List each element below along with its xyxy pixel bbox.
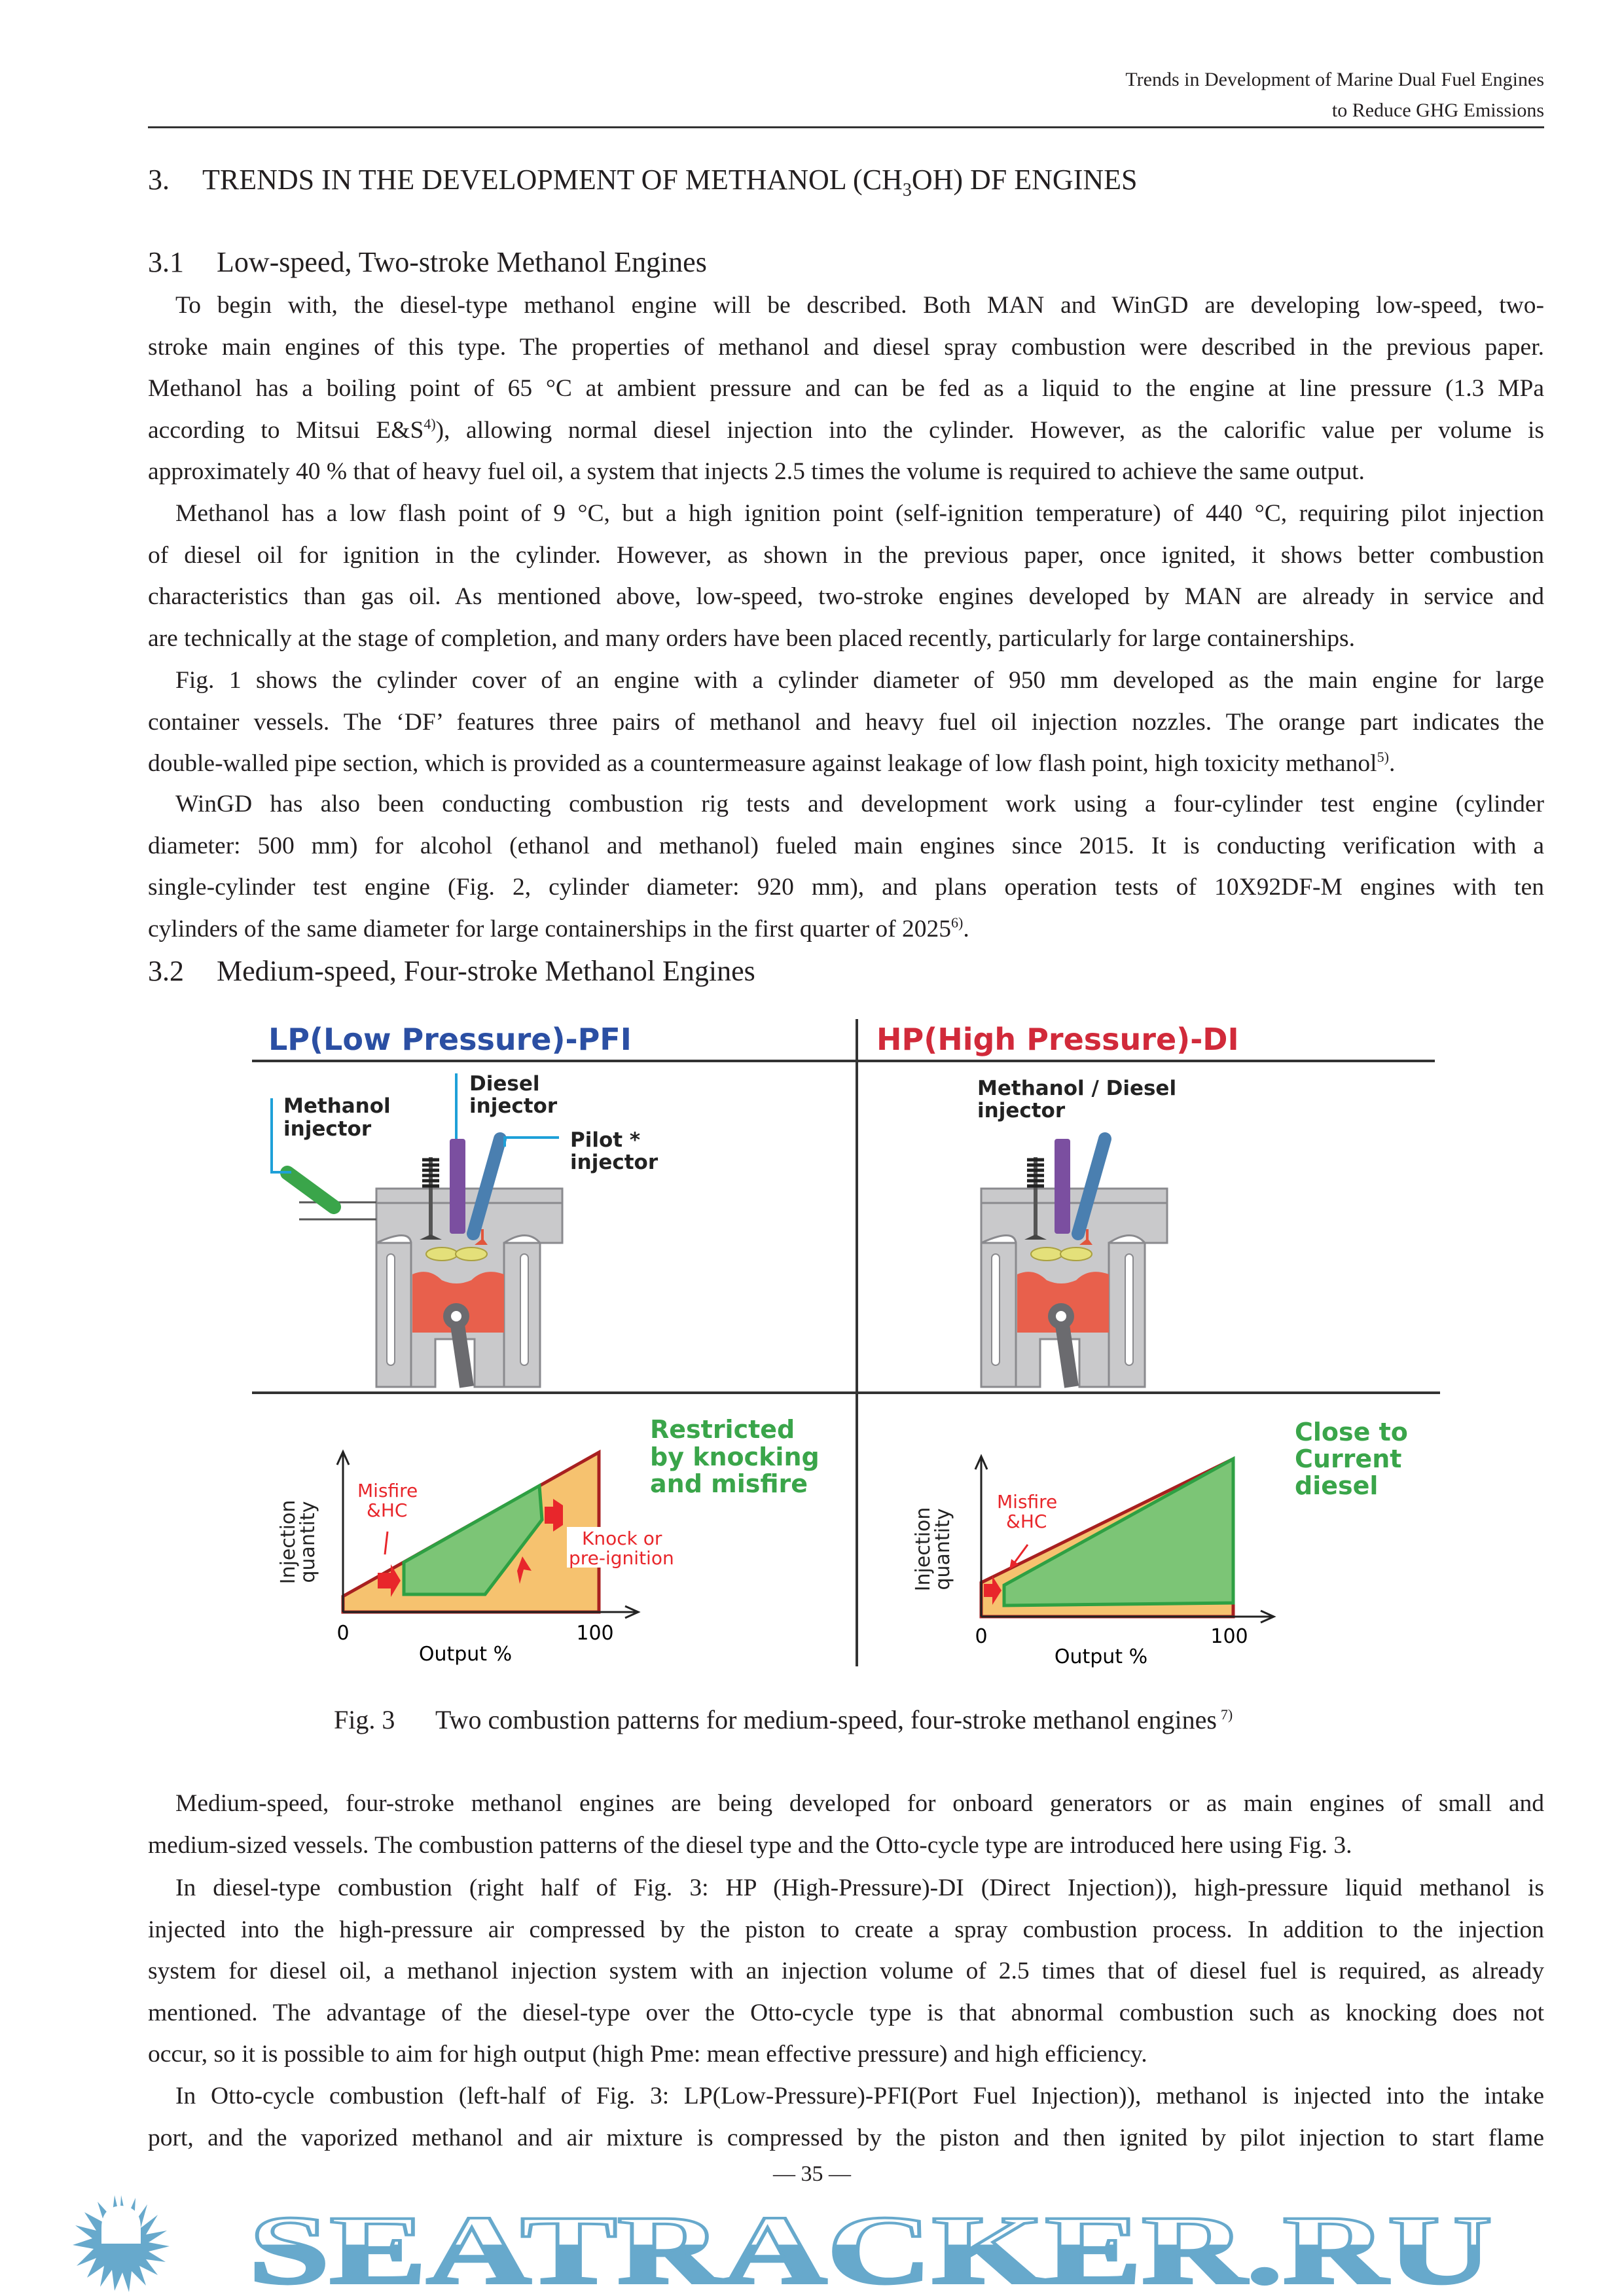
text-segment: system for diesel oil, a methanol injection system with an injection volume of 2.5 times that of diesel fuel is required, as already	[148, 1958, 1544, 1985]
hp-misfire-label-2: &HC	[1006, 1511, 1047, 1532]
text-segment: are technically at the stage of completion, and many orders have been placed recently, particularly for large containerships.	[148, 624, 1356, 652]
text-line	[148, 1950, 1544, 1992]
reference-superscript: 5)	[1377, 749, 1389, 766]
lp-x-tick-100: 100	[576, 1622, 614, 1645]
sunburst-icon	[73, 2195, 170, 2292]
hp-misfire-label-1: Misfire	[997, 1491, 1058, 1513]
diesel-injector-label-2: injector	[469, 1094, 558, 1118]
section-3-2-title: Medium-speed, Four-stroke Methanol Engines	[217, 955, 755, 987]
text-line	[175, 1783, 1544, 1825]
diesel-injector-label-1: Diesel	[469, 1072, 540, 1096]
text-segment: approximately 40 % that of heavy fuel oil, a system that injects 2.5 times the volume is required to achieve the same output.	[148, 458, 1365, 486]
text-line	[175, 285, 1544, 327]
lp-engine-illustration	[287, 1139, 562, 1387]
text-segment: Methanol has a low flash point of 9 °C, but a high ignition point (self-ignition temperature) of 440 °C, requiring pilot injection	[175, 500, 1544, 527]
lp-operating-range-chart	[277, 1415, 820, 1666]
text-segment: .	[963, 915, 969, 942]
lp-note-1: Restricted	[650, 1415, 795, 1444]
reference-superscript: 6)	[951, 914, 964, 931]
text-segment: In Otto-cycle combustion (left-half of Fig. 3: LP(Low-Pressure)-PFI(Port Fuel Injection)), methanol is injected into the intake	[175, 2083, 1544, 2109]
text-segment: according to Mitsui E&S	[148, 416, 424, 444]
text-segment: mentioned. The advantage of the diesel-type over the Otto-cycle type is that abnormal combustion such as knocking does not	[148, 1999, 1544, 2026]
text-line	[148, 743, 1544, 785]
text-segment: diameter: 500 mm) for alcohol (ethanol and methanol) fueled main engines since 2015. It is conducting verification with a	[148, 832, 1544, 859]
hp-note-3: diesel	[1295, 1471, 1379, 1500]
text-line	[148, 825, 1544, 867]
paragraph	[148, 493, 1544, 659]
text-segment: occur, so it is possible to aim for high output (high Pme: mean effective pressure) and high efficiency.	[148, 2041, 1147, 2068]
text-segment: container vessels. The ‘DF’ features three pairs of methanol and heavy fuel oil injection nozzles. The orange part indicates the	[148, 708, 1544, 736]
figure-caption-label: Fig. 3	[334, 1705, 395, 1734]
paragraph	[148, 1783, 1544, 1866]
section-3-title-sub: 3	[902, 179, 912, 200]
text-line	[175, 493, 1544, 535]
methanol-injector-label-2: injector	[283, 1117, 372, 1141]
running-header-line-2: to Reduce GHG Emissions	[1331, 99, 1544, 121]
section-3-title-a: TRENDS IN THE DEVELOPMENT OF METHANOL (CH	[202, 164, 903, 196]
text-line	[175, 660, 1544, 702]
lp-misfire-label-2: &HC	[367, 1499, 408, 1521]
section-3-title-b: OH) DF ENGINES	[911, 164, 1138, 196]
text-segment: .	[1388, 750, 1396, 778]
lp-note-3: and misfire	[650, 1469, 808, 1498]
lp-ylabel-2: quantity	[297, 1501, 319, 1583]
figure-caption-ref: 7)	[1220, 1706, 1233, 1723]
section-3-1-number: 3.1	[148, 246, 184, 278]
paragraph	[148, 783, 1544, 950]
lp-title: LP(Low Pressure)-PFI	[268, 1022, 632, 1057]
text-line	[175, 1867, 1544, 1909]
running-header-line-1: Trends in Development of Marine Dual Fuel Engines	[1125, 69, 1544, 90]
lp-xlabel: Output %	[418, 1643, 513, 1666]
watermark-text: SEATRACKER.RU	[249, 2196, 1492, 2296]
hp-title: HP(High Pressure)-DI	[876, 1022, 1239, 1057]
text-line	[148, 908, 1544, 950]
text-line	[148, 702, 1544, 744]
text-segment: port, and the vaporized methanol and air mixture is compressed by the piston and then ignited by pilot injection to start flame	[148, 2124, 1544, 2151]
hp-x-tick-100: 100	[1210, 1625, 1248, 1648]
methanol-diesel-injector-label-2: injector	[977, 1099, 1066, 1122]
section-3-title	[202, 162, 1137, 209]
figure-caption-text: Two combustion patterns for medium-speed, four-stroke methanol engines	[435, 1705, 1217, 1734]
hp-xlabel: Output %	[1054, 1645, 1148, 1668]
text-segment: stroke main engines of this type. The properties of methanol and diesel spray combustion were described in the previous paper.	[148, 333, 1544, 361]
section-3-1-title: Low-speed, Two-stroke Methanol Engines	[217, 246, 707, 278]
text-segment: Methanol has a boiling point of 65 °C at ambient pressure and can be fed as a liquid to the engine at line pressure (1.3 MPa	[148, 375, 1544, 403]
hp-operating-range-chart	[912, 1418, 1408, 1668]
text-line	[148, 327, 1544, 368]
text-line	[148, 867, 1544, 908]
hp-note-2: Current	[1295, 1444, 1402, 1473]
text-line	[148, 2034, 1544, 2075]
text-segment: WinGD has also been conducting combustion rig tests and development work using a four-cylinder test engine (cylinder	[175, 791, 1544, 817]
text-line	[148, 2117, 1544, 2159]
paragraph	[148, 285, 1544, 493]
text-line	[148, 535, 1544, 577]
paragraph	[148, 660, 1544, 785]
text-segment: of diesel oil for ignition in the cylinder. However, as shown in the previous paper, once ignited, it shows better combustion	[148, 541, 1544, 569]
text-segment: medium-sized vessels. The combustion patterns of the diesel type and the Otto-cycle type are introduced here using Fig. 3.	[148, 1831, 1352, 1859]
hp-ylabel-2: quantity	[931, 1508, 954, 1590]
text-segment: double-walled pipe section, which is provided as a countermeasure against leakage of low flash point, high toxicity methanol	[148, 750, 1377, 778]
knock-label-2: pre-ignition	[569, 1547, 674, 1569]
text-line	[148, 1909, 1544, 1951]
text-segment: single-cylinder test engine (Fig. 2, cylinder diameter: 920 mm), and plans operation tests of 10X92DF-M engines with ten	[148, 874, 1544, 901]
text-segment: Fig. 1 shows the cylinder cover of an engine with a cylinder diameter of 950 mm developed as the main engine for large	[175, 667, 1544, 694]
text-line	[148, 1992, 1544, 2034]
reference-superscript: 4)	[424, 415, 436, 432]
text-line	[148, 368, 1544, 410]
paragraph	[148, 1867, 1544, 2075]
figure-caption-title	[435, 1704, 1233, 1736]
text-line	[175, 2075, 1544, 2117]
methanol-injector-label-1: Methanol	[283, 1094, 391, 1118]
paragraph	[148, 2075, 1544, 2159]
text-segment: cylinders of the same diameter for large containerships in the first quarter of 2025	[148, 915, 952, 942]
text-line	[148, 576, 1544, 618]
text-line	[148, 451, 1544, 493]
text-line	[148, 1825, 1544, 1867]
text-segment: In diesel-type combustion (right half of Fig. 3: HP (High-Pressure)-DI (Direct Injection)), high-pressure liquid methanol is	[175, 1874, 1544, 1901]
watermark-logo	[0, 2191, 1624, 2296]
page-number: — 35 —	[773, 2162, 851, 2186]
lp-ylabel-1: Injection	[277, 1499, 300, 1585]
text-segment: To begin with, the diesel-type methanol engine will be described. Both MAN and WinGD are developing low-speed, two-	[175, 292, 1544, 319]
hp-ylabel-1: Injection	[912, 1507, 935, 1592]
header-rule	[148, 126, 1544, 128]
knock-label-1: Knock or	[582, 1528, 662, 1549]
lp-note-2: by knocking	[650, 1443, 820, 1471]
text-segment: ), allowing normal diesel injection into the cylinder. However, as the calorific value per volume is	[435, 416, 1544, 444]
text-line	[175, 783, 1544, 825]
hp-engine-illustration	[981, 1139, 1167, 1387]
lp-x-tick-0: 0	[336, 1622, 350, 1645]
text-segment: Medium-speed, four-stroke methanol engines are being developed for onboard generators or as main engines of small and	[175, 1790, 1544, 1817]
text-segment: characteristics than gas oil. As mentioned above, low-speed, two-stroke engines developed by MAN are already in service and	[148, 583, 1544, 611]
methanol-diesel-injector-label-1: Methanol / Diesel	[977, 1077, 1177, 1100]
text-segment: injected into the high-pressure air compressed by the piston to create a spray combustion process. In addition to the injection	[148, 1916, 1544, 1943]
hp-x-tick-0: 0	[975, 1625, 988, 1648]
hp-note-1: Close to	[1295, 1418, 1408, 1446]
section-3-2-number: 3.2	[148, 955, 184, 987]
pilot-injector-label-2: injector	[570, 1151, 659, 1174]
section-3-number: 3.	[148, 164, 170, 196]
figure-3	[0, 982, 1624, 1702]
text-line	[148, 410, 1544, 452]
text-line	[148, 618, 1544, 660]
lp-misfire-label-1: Misfire	[357, 1480, 418, 1501]
pilot-injector-label-1: Pilot *	[570, 1128, 641, 1152]
